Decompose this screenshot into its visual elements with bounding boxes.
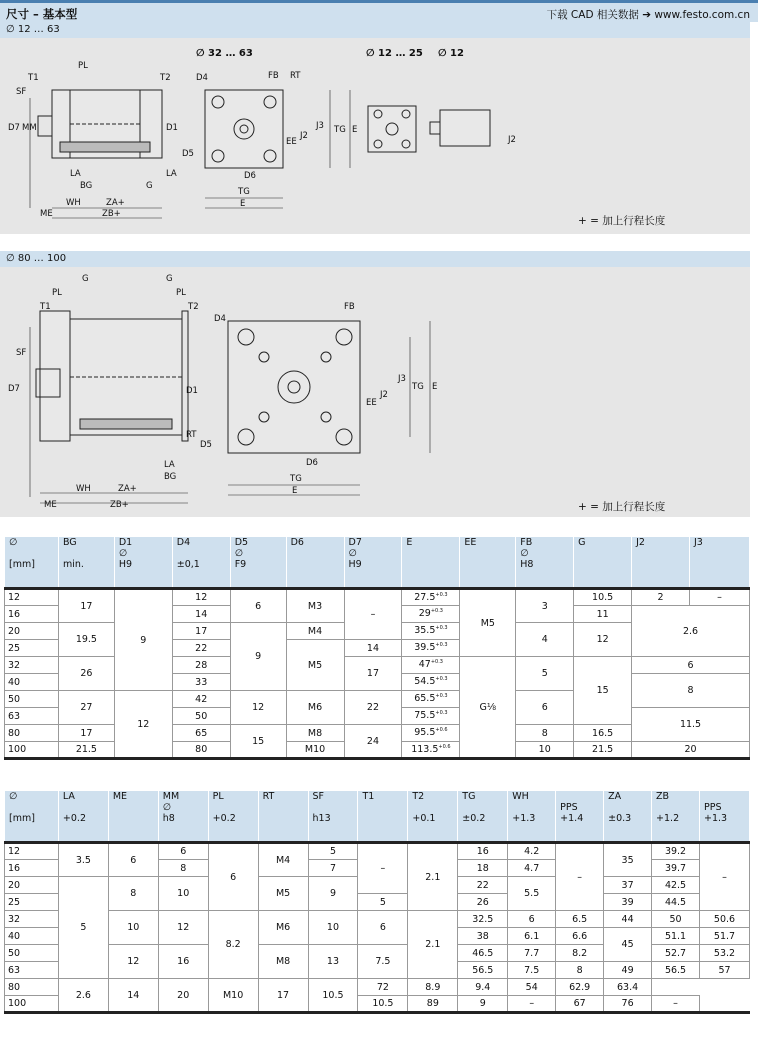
table-header-cell: D5 ∅ F9 (230, 537, 286, 589)
table-cell: 8 (632, 674, 750, 708)
table-cell: 6 (516, 691, 574, 725)
table-header-cell: G (574, 537, 632, 589)
table-cell: 39.2 (652, 843, 700, 860)
dim-label: D1 (166, 123, 178, 133)
table-cell: G⅛ (460, 657, 516, 759)
table-cell: 11.5 (632, 708, 750, 742)
table-cell: $75.5^{+0.3}$ (402, 708, 460, 725)
dim-label: ME (44, 500, 57, 510)
dim-label: E (432, 382, 438, 392)
table-cell: 22 (458, 877, 508, 894)
table-cell: 14 (172, 606, 230, 623)
table-cell: 8.9 (408, 979, 458, 996)
table-cell: 25 (5, 640, 59, 657)
table-cell: $27.5^{+0.3}$ (402, 589, 460, 606)
table-cell: 5 (58, 877, 108, 979)
table-cell: 26 (58, 657, 114, 691)
table-cell: 10 (108, 911, 158, 945)
dim-label: D1 (186, 386, 198, 396)
table-cell: 42 (172, 691, 230, 708)
table-header-cell: WH +1.3 (508, 791, 556, 843)
table-cell: 100 (5, 996, 59, 1013)
dim-label: ZB+ (110, 500, 129, 510)
table-cell: 21.5 (58, 742, 114, 759)
table-cell: 17 (344, 657, 402, 691)
table-cell: 5 (516, 657, 574, 691)
table-cell: 40 (5, 928, 59, 945)
table-cell: 10.5 (574, 589, 632, 606)
dim-label: G (82, 274, 89, 284)
table-cell: M4 (258, 843, 308, 877)
table-cell: 9 (230, 623, 286, 691)
page-header (0, 0, 758, 22)
table-cell: M8 (286, 725, 344, 742)
table-cell: 45 (604, 928, 652, 962)
table-cell: 12 (114, 691, 172, 759)
table-header-cell: ZB +1.2 (652, 791, 700, 843)
table-cell: 10 (308, 911, 358, 945)
dim-label: LA (70, 169, 81, 179)
table-cell: 17 (172, 623, 230, 640)
dim-label: PL (78, 61, 88, 71)
table-cell: 24 (344, 725, 402, 759)
table-cell: $65.5^{+0.3}$ (402, 691, 460, 708)
dim-label: D6 (244, 171, 256, 181)
table-cell: 40 (5, 674, 59, 691)
dim-label: LA (166, 169, 177, 179)
drawing-80-100 (0, 267, 750, 517)
table-header-cell: D1 ∅ H9 (114, 537, 172, 589)
dim-label: T1 (28, 73, 39, 83)
table-cell: 56.5 (652, 962, 700, 979)
dim-label: D7 (8, 384, 20, 394)
table-header-cell: D6 (286, 537, 344, 589)
view-label: ∅ 32 … 63 (196, 48, 253, 59)
table-header-cell: T2 +0.1 (408, 791, 458, 843)
table-cell: 18 (458, 860, 508, 877)
table-cell: 15 (574, 657, 632, 725)
dim-label: J3 (398, 374, 406, 384)
table-cell: 12 (172, 589, 230, 606)
table-cell: 16 (458, 843, 508, 860)
dim-label: E (352, 125, 358, 135)
table-header-cell: PPS +1.3 (699, 791, 749, 843)
table-cell: 42.5 (652, 877, 700, 894)
table-cell: 50.6 (699, 911, 749, 928)
table-cell: 39.7 (652, 860, 700, 877)
table-cell: M6 (258, 911, 308, 945)
table-cell: 7.5 (358, 945, 408, 979)
table-cell: M5 (258, 877, 308, 911)
table-cell: 50 (652, 911, 700, 928)
table-cell: 8 (516, 725, 574, 742)
table-cell: 14 (108, 979, 158, 1013)
table-header-cell: D4 ±0,1 (172, 537, 230, 589)
table-cell: $29^{+0.3}$ (402, 606, 460, 623)
dim-label: E (240, 199, 246, 209)
table-header-cell: E (402, 537, 460, 589)
dim-label: FB (268, 71, 279, 81)
table-cell: – (689, 589, 749, 606)
dim-label: T2 (188, 302, 199, 312)
dim-label: PL (52, 288, 62, 298)
dim-label: ZA+ (118, 484, 137, 494)
table-cell: 12 (5, 589, 59, 606)
dim-label: J2 (380, 390, 388, 400)
dim-label: TG (412, 382, 424, 392)
dim-label: G (166, 274, 173, 284)
table-cell: – (556, 843, 604, 911)
dim-label: ZA+ (106, 198, 125, 208)
table-cell: 10.5 (358, 996, 408, 1013)
table-cell: 8.2 (556, 945, 604, 962)
table-cell: 3 (516, 589, 574, 623)
table-cell: 17 (58, 589, 114, 623)
table-cell: 16.5 (574, 725, 632, 742)
table-cell: 28 (172, 657, 230, 674)
dim-label: WH (76, 484, 91, 494)
table-cell: 72 (358, 979, 408, 996)
stroke-note: + = 加上行程长度 (578, 215, 666, 227)
table-cell: 37 (604, 877, 652, 894)
table-header-cell: PL +0.2 (208, 791, 258, 843)
table-row (5, 843, 750, 860)
table-header-cell: TG ±0.2 (458, 791, 508, 843)
table-cell: 100 (5, 742, 59, 759)
table-cell: 2.1 (408, 911, 458, 979)
table-cell: 20 (632, 742, 750, 759)
table-cell: 2 (632, 589, 690, 606)
table-cell: 12 (158, 911, 208, 945)
table-cell: 8 (556, 962, 604, 979)
table-cell: M8 (258, 945, 308, 979)
dim-label: EE (366, 398, 377, 408)
table-cell: 50 (5, 945, 59, 962)
dim-label: WH (66, 198, 81, 208)
table-header-row (5, 537, 750, 589)
table-cell: 15 (230, 725, 286, 759)
dim-label: PL (176, 288, 186, 298)
dim-label: J3 (316, 121, 324, 131)
table-cell: 6.1 (508, 928, 556, 945)
cad-download-link[interactable]: 下载 CAD 相关数据 ➔ www.festo.com.cn (546, 9, 750, 21)
table-cell: 19.5 (58, 623, 114, 657)
drawing-12-63 (0, 38, 750, 234)
table-cell: 22 (344, 691, 402, 725)
table-cell: M10 (208, 979, 258, 1013)
table-cell: 6 (208, 843, 258, 911)
dim-label: T1 (40, 302, 51, 312)
table-cell: 44.5 (652, 894, 700, 911)
table-cell: 38 (458, 928, 508, 945)
table-cell: 14 (344, 640, 402, 657)
table-cell: 3.5 (58, 843, 108, 877)
table-cell: M4 (286, 623, 344, 640)
table-cell: 8 (108, 877, 158, 911)
table-row (5, 911, 750, 928)
table-header-cell: PPS +1.4 (556, 791, 604, 843)
table-cell: 20 (158, 979, 208, 1013)
dim-label: G (146, 181, 153, 191)
table-cell: 76 (604, 996, 652, 1013)
table-cell: 39 (604, 894, 652, 911)
table-cell: 12 (230, 691, 286, 725)
table-cell: 6.6 (556, 928, 604, 945)
table-cell: – (508, 996, 556, 1013)
table-cell: 2.6 (632, 606, 750, 657)
table-header-row (5, 791, 750, 843)
table-header-cell: EE (460, 537, 516, 589)
section2-drawing (0, 267, 750, 517)
table-cell: 2.1 (408, 843, 458, 911)
table-cell: 12 (574, 623, 632, 657)
dim-label: MM (22, 123, 37, 133)
table-cell: 20 (5, 623, 59, 640)
table-header-cell: J2 (632, 537, 690, 589)
table-cell: 5 (358, 894, 408, 911)
section1-drawing (0, 38, 750, 234)
dim-label: BG (80, 181, 93, 191)
table-cell: 9.4 (458, 979, 508, 996)
table-cell: 63.4 (604, 979, 652, 996)
table-header-cell: LA +0.2 (58, 791, 108, 843)
dim-label: TG (238, 187, 250, 197)
dim-label: D5 (182, 149, 194, 159)
dim-label: ME (40, 209, 53, 219)
dim-label: J2 (300, 131, 308, 141)
table-cell: M5 (460, 589, 516, 657)
table-cell: – (652, 996, 700, 1013)
page-title: 尺寸 – 基本型 (6, 7, 78, 21)
table-cell: 21.5 (574, 742, 632, 759)
table-cell: 63 (5, 708, 59, 725)
table-cell: 32.5 (458, 911, 508, 928)
table-cell: 7 (308, 860, 358, 877)
table-header-cell: T1 (358, 791, 408, 843)
table-cell: 53.2 (699, 945, 749, 962)
table-cell: 22 (172, 640, 230, 657)
table-cell: M5 (286, 640, 344, 691)
table-cell: 9 (114, 589, 172, 691)
table-cell: 9 (308, 877, 358, 911)
table-cell: 8.2 (208, 911, 258, 979)
dim-label: TG (290, 474, 302, 484)
dim-label: SF (16, 348, 27, 358)
dim-label: ZB+ (102, 209, 121, 219)
table-cell: 5 (308, 843, 358, 860)
dim-label: D4 (196, 73, 208, 83)
table-cell: 67 (556, 996, 604, 1013)
table-cell: 6 (508, 911, 556, 928)
table-cell: 50 (172, 708, 230, 725)
table-cell: 9 (458, 996, 508, 1013)
table-cell: 50 (5, 691, 59, 708)
table-cell: 26 (458, 894, 508, 911)
dim-label: RT (290, 71, 301, 81)
dim-label: BG (164, 472, 177, 482)
table-cell: 6 (108, 843, 158, 877)
table-cell: 6 (230, 589, 286, 623)
dim-label: J2 (508, 135, 516, 145)
table-cell: 35 (604, 843, 652, 877)
table-cell: 80 (5, 979, 59, 996)
table-cell: M6 (286, 691, 344, 725)
table-cell: 12 (5, 843, 59, 860)
table-cell: 54 (508, 979, 556, 996)
table-cell: M10 (286, 742, 344, 759)
table-header-cell: ∅ [mm] (5, 791, 59, 843)
table-cell: 49 (604, 962, 652, 979)
table-header-cell: BG min. (58, 537, 114, 589)
table-cell: 27 (58, 691, 114, 725)
table-cell: 17 (258, 979, 308, 1013)
table-header-cell: FB ∅ H8 (516, 537, 574, 589)
table-header-cell: J3 (689, 537, 749, 589)
table-cell: 10 (516, 742, 574, 759)
table-cell: – (699, 843, 749, 911)
table-header-cell: SF h13 (308, 791, 358, 843)
table-cell: 65 (172, 725, 230, 742)
table-cell: 13 (308, 945, 358, 979)
table-cell: $54.5^{+0.3}$ (402, 674, 460, 691)
dim-label: D5 (200, 440, 212, 450)
table-cell: $113.5^{+0.6}$ (402, 742, 460, 759)
table-cell: 4 (516, 623, 574, 657)
table-cell: 46.5 (458, 945, 508, 962)
dim-label: SF (16, 87, 27, 97)
table-cell: 20 (5, 877, 59, 894)
dim-label: T2 (160, 73, 171, 83)
dim-label: TG (334, 125, 346, 135)
table-cell: 51.1 (652, 928, 700, 945)
table-cell: 25 (5, 894, 59, 911)
table-cell: 51.7 (699, 928, 749, 945)
table-cell: 52.7 (652, 945, 700, 962)
dim-label: FB (344, 302, 355, 312)
table-cell: 32 (5, 657, 59, 674)
table-cell: 5.5 (508, 877, 556, 911)
dim-label: E (292, 486, 298, 496)
table-cell: 80 (172, 742, 230, 759)
table-cell: 11 (574, 606, 632, 623)
table-cell: 6 (358, 911, 408, 945)
dim-label: D6 (306, 458, 318, 468)
dimension-table-2 (4, 790, 750, 1014)
dim-label: EE (286, 137, 297, 147)
table-cell: $95.5^{+0.6}$ (402, 725, 460, 742)
dim-label: LA (164, 460, 175, 470)
table-cell: $35.5^{+0.3}$ (402, 623, 460, 640)
table-cell: 6 (158, 843, 208, 860)
table-cell: 6 (632, 657, 750, 674)
table-cell: 7.5 (508, 962, 556, 979)
view-label: ∅ 12 … 25 (366, 48, 423, 59)
table-cell: 12 (108, 945, 158, 979)
table-header-cell: ME (108, 791, 158, 843)
table-cell: 4.7 (508, 860, 556, 877)
table-row (5, 979, 750, 996)
table-cell: 16 (5, 606, 59, 623)
table-cell: 10.5 (308, 979, 358, 1013)
table-cell: 6.5 (556, 911, 604, 928)
table-header-cell: MM ∅ h8 (158, 791, 208, 843)
table-cell: 62.9 (556, 979, 604, 996)
table-cell: – (358, 843, 408, 894)
dim-label: D7 (8, 123, 20, 133)
table-cell: 4.2 (508, 843, 556, 860)
table-cell: 33 (172, 674, 230, 691)
table-cell: 89 (408, 996, 458, 1013)
view-label: ∅ 12 (438, 48, 464, 59)
table-cell: 32 (5, 911, 59, 928)
table-cell: 7.7 (508, 945, 556, 962)
table-cell: $39.5^{+0.3}$ (402, 640, 460, 657)
table-cell: M3 (286, 589, 344, 623)
table-header-cell: D7 ∅ H9 (344, 537, 402, 589)
dim-label: RT (186, 430, 197, 440)
table-cell: 10 (158, 877, 208, 911)
table-cell: 17 (58, 725, 114, 742)
table-cell: – (344, 589, 402, 640)
dim-label: D4 (214, 314, 226, 324)
table-cell: 16 (5, 860, 59, 877)
table-header-cell: ∅ [mm] (5, 537, 59, 589)
section1-header: ∅ 12 … 63 (0, 22, 750, 38)
table-cell: 80 (5, 725, 59, 742)
table-cell: 63 (5, 962, 59, 979)
stroke-note: + = 加上行程长度 (578, 501, 666, 513)
table-cell: $47^{+0.3}$ (402, 657, 460, 674)
table-cell: 44 (604, 911, 652, 928)
table-cell: 8 (158, 860, 208, 877)
table-cell: 16 (158, 945, 208, 979)
table-header-cell: RT (258, 791, 308, 843)
table-cell: 2.6 (58, 979, 108, 1013)
table-cell: 57 (699, 962, 749, 979)
table-cell: 56.5 (458, 962, 508, 979)
table-row (5, 589, 750, 606)
section2-header: ∅ 80 … 100 (0, 251, 750, 267)
dimension-table-1 (4, 536, 750, 760)
table-header-cell: ZA ±0.3 (604, 791, 652, 843)
